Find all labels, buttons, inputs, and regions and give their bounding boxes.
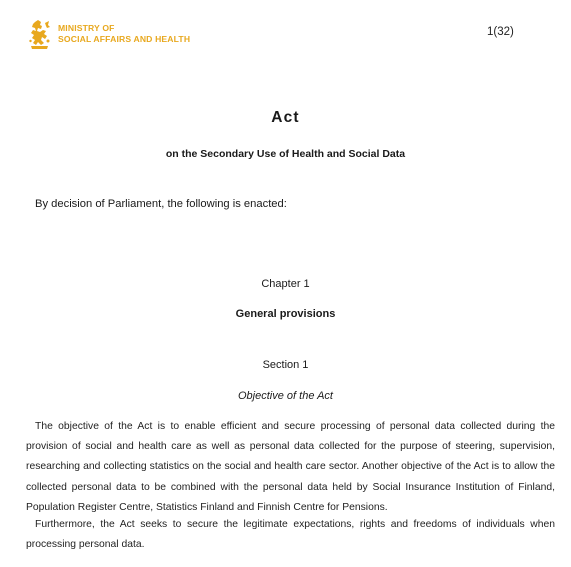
document-subtitle: on the Secondary Use of Health and Social Data — [165, 148, 406, 160]
paragraph-text: Furthermore, the Act seeks to secure the legitimate expectations, rights and freedoms of individuals when processing personal data. — [26, 519, 555, 551]
paragraph-text: The objective of the Act is to enable efficient and secure processing of personal data collected during the provision of social and health care as well as personal data collected for the purpose of steering, supervision, researching and collecting statistics on the social and health care sector. Another objective of the Act is to allow the collected personal data to be combined with the personal data held by Social Insurance Institution of Finland, Population Register Centre, Statistics Finland and Finnish Centre for Pensions. — [26, 421, 555, 513]
chapter-label: Chapter 1 — [261, 278, 310, 290]
section-label: Section 1 — [262, 359, 309, 371]
body-paragraph-2 — [26, 515, 555, 555]
section-title: Objective of the Act — [238, 390, 333, 402]
logo-text — [58, 23, 190, 45]
ministry-logo — [28, 19, 190, 51]
page-number: 1(32) — [487, 26, 514, 38]
logo-line-1: MINISTRY OF — [58, 23, 115, 33]
document-title: Act — [271, 109, 300, 126]
body-paragraph-1 — [26, 417, 555, 518]
chapter-title: General provisions — [235, 308, 336, 320]
enactment-clause: By decision of Parliament, the following is enacted: — [35, 198, 287, 210]
lion-emblem-icon — [28, 19, 52, 51]
logo-line-2: SOCIAL AFFAIRS AND HEALTH — [58, 34, 191, 44]
